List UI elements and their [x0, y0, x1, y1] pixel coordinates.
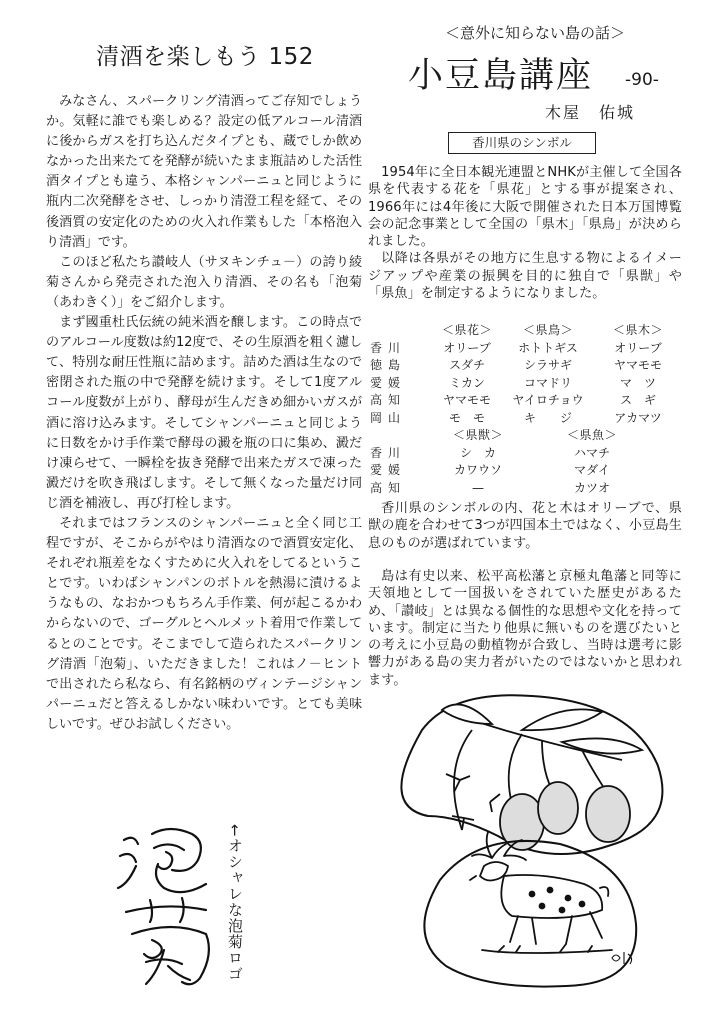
table-row [370, 445, 656, 463]
table-row [370, 357, 686, 375]
prefecture-cell: 岡山 [370, 410, 407, 425]
left-paragraph: このほど私たち讃岐人（サヌキンチュ－）の誇り綾菊さんから発売された泡入り清酒、その名も「泡菊（あわきく）」をご紹介します。 [46, 254, 362, 310]
bird-cell: ヤイロチョウ [512, 393, 584, 407]
tree-cell: マ ツ [619, 375, 656, 390]
bird-cell: キ ジ [523, 410, 572, 425]
flower-cell: オリーブ [443, 340, 491, 355]
table-row [370, 410, 686, 428]
prefecture-cell: 高知 [370, 480, 407, 495]
olive-branch-icon [442, 704, 642, 850]
closing-text [368, 568, 682, 689]
prefecture-symbol-table [370, 322, 690, 497]
table-row [370, 462, 656, 480]
left-paragraph: まず國重杜氏伝統の純米酒を醸します。この時点でのアルコール度数は約12度で、その生原酒を粗く濾して、特別な耐圧性瓶に詰めます。詰めた酒は生なので密閉された瓶の中で発酵を続けます。そして1度アルコール度数が上がり、酵母が生んだきめ細かいガスが酒に溶け込みます。そしてシャンパーニュと同じように日数をかけ手作業で酵母の澱を瓶の口に集め、澱だけ凍らせて、一瞬栓を抜き発酵で出来たガスで凍った澱だけを吹き飛ばします。そして無くなった量だけ同じ酒を補液し、再び打栓します。 [46, 315, 362, 511]
bird-cell: コマドリ [523, 375, 572, 390]
header-prefectural-flower: ＜県花＞ [441, 323, 492, 337]
intro-text [368, 164, 682, 302]
closing-paragraph: 島は有史以来、松平高松藩と京極丸亀藩と同等に天領地として一国扱いをされていた歴史があるため、「讃岐」とは異なる個性的な思想や文化を持っています。制定に当たり他県に無いものを選びたいとの考えに小豆島の動植物が合致し、当時は選考に影響力がある島の実力者がいたのではないかと思われます。 [368, 569, 682, 688]
prefecture-cell: 愛媛 [370, 375, 407, 390]
author-name: 木屋 佑城 [545, 103, 636, 122]
logo-caption: ←オシャレな泡菊ロゴ [226, 824, 244, 982]
animal-cell: — [472, 480, 484, 495]
column-title: 小豆島講座 [408, 56, 594, 96]
awakiku-logo [112, 822, 222, 1000]
bird-cell: シラサギ [523, 358, 572, 372]
table-header-row [370, 427, 656, 445]
header-prefectural-bird: ＜県鳥＞ [522, 323, 573, 337]
table-row [370, 340, 686, 358]
table-row [370, 392, 686, 410]
header-prefectural-animal: ＜県獣＞ [452, 428, 503, 442]
animal-cell: シ カ [459, 445, 496, 460]
prefecture-cell: 愛媛 [370, 463, 407, 477]
tree-cell: ス ギ [619, 393, 656, 407]
summary-paragraph: 香川県のシンボルの内、花と木はオリーブで、県獣の鹿を合わせて3つが四国本土ではなく、小豆島生息のものが選ばれています。 [368, 501, 682, 551]
tree-cell: ヤマモモ [613, 358, 662, 372]
tree-cell: アカマツ [614, 410, 662, 425]
section-heading: 香川県のシンボル [448, 132, 596, 154]
header-prefectural-tree: ＜県木＞ [612, 323, 663, 337]
table-row [370, 375, 686, 393]
fish-cell: マダイ [574, 463, 610, 477]
table-row [370, 480, 656, 498]
prefecture-cell: 高知 [370, 393, 407, 407]
flower-cell: ミカン [448, 375, 485, 390]
intro-paragraph: 1954年に全日本観光連盟とNHKが主催して全国各県を代表する花を「県花」とする事が提案され、1966年には4年後に大阪で開催された日本万国博覧会の記念事業として全国の「県木」「県鳥」が決められました。 [368, 165, 682, 250]
header-prefectural-fish: ＜県魚＞ [566, 428, 617, 442]
column-number: -90- [625, 70, 659, 90]
prefecture-cell: 徳島 [370, 358, 407, 372]
fish-cell: ハマチ [573, 445, 610, 460]
bird-cell: ホトトギス [518, 340, 578, 355]
prefecture-cell: 香川 [370, 445, 407, 460]
olive-and-deer-illustration [372, 690, 672, 990]
series-heading: ＜意外に知らない島の話＞ [444, 24, 625, 42]
fish-cell: カツオ [573, 480, 610, 495]
left-paragraph: みなさん、スパークリング清酒ってご存知でしょうか。気軽に誰でも楽しめる？設定の低アルコール清酒に後からガスを打ち込んだタイプとも、蔵でしか飲めなかった出来たてを発酵が続いたまま瓶詰めした活性酒タイプとも違う、本格シャンパーニュと同じように瓶内二次発酵をさせ、しっかり清澄工程を経て、その後酒質の安定化のための火入れ作業もした「本格泡入り清酒」です。 [46, 94, 362, 250]
flower-cell: スダチ [448, 358, 485, 372]
symbol-summary-text [368, 500, 682, 552]
flower-cell: モ モ [448, 410, 485, 425]
animal-cell: カワウソ [453, 463, 502, 477]
intro-paragraph: 以降は各県がその地方に生息する物によるイメージアップや産業の振興を目的に独自で「県獣」や「県魚」を制定するようになりました。 [368, 251, 682, 302]
left-article-title: 清酒を楽しもう 152 [96, 44, 314, 70]
left-article-body [46, 92, 362, 735]
prefecture-cell: 香川 [370, 340, 407, 355]
flower-cell: ヤマモモ [442, 393, 491, 407]
left-paragraph: それまではフランスのシャンパーニュと全く同じ工程ですが、そこからがやはり清酒なので酒質安定化、それぞれ瓶差をなくすために火入れをしてるということです。いわばシャンパンのボトルを熱湯に漬けるようなもの、なおかつもちろん手作業、何が起こるかわからないので、ゴーグルとヘルメット着用で作業してるとのことです。そこまでして造られたスパークリング清酒「泡菊」、いただきました！これはノ－ヒントで出されたら私なら、有名銘柄のヴィンテージシャンパーニュだと答えるしかない味わいです。とても美味しいです。ぜひお試しください。 [46, 515, 362, 732]
tree-cell: オリーブ [614, 340, 662, 355]
table-header-row [370, 322, 686, 340]
